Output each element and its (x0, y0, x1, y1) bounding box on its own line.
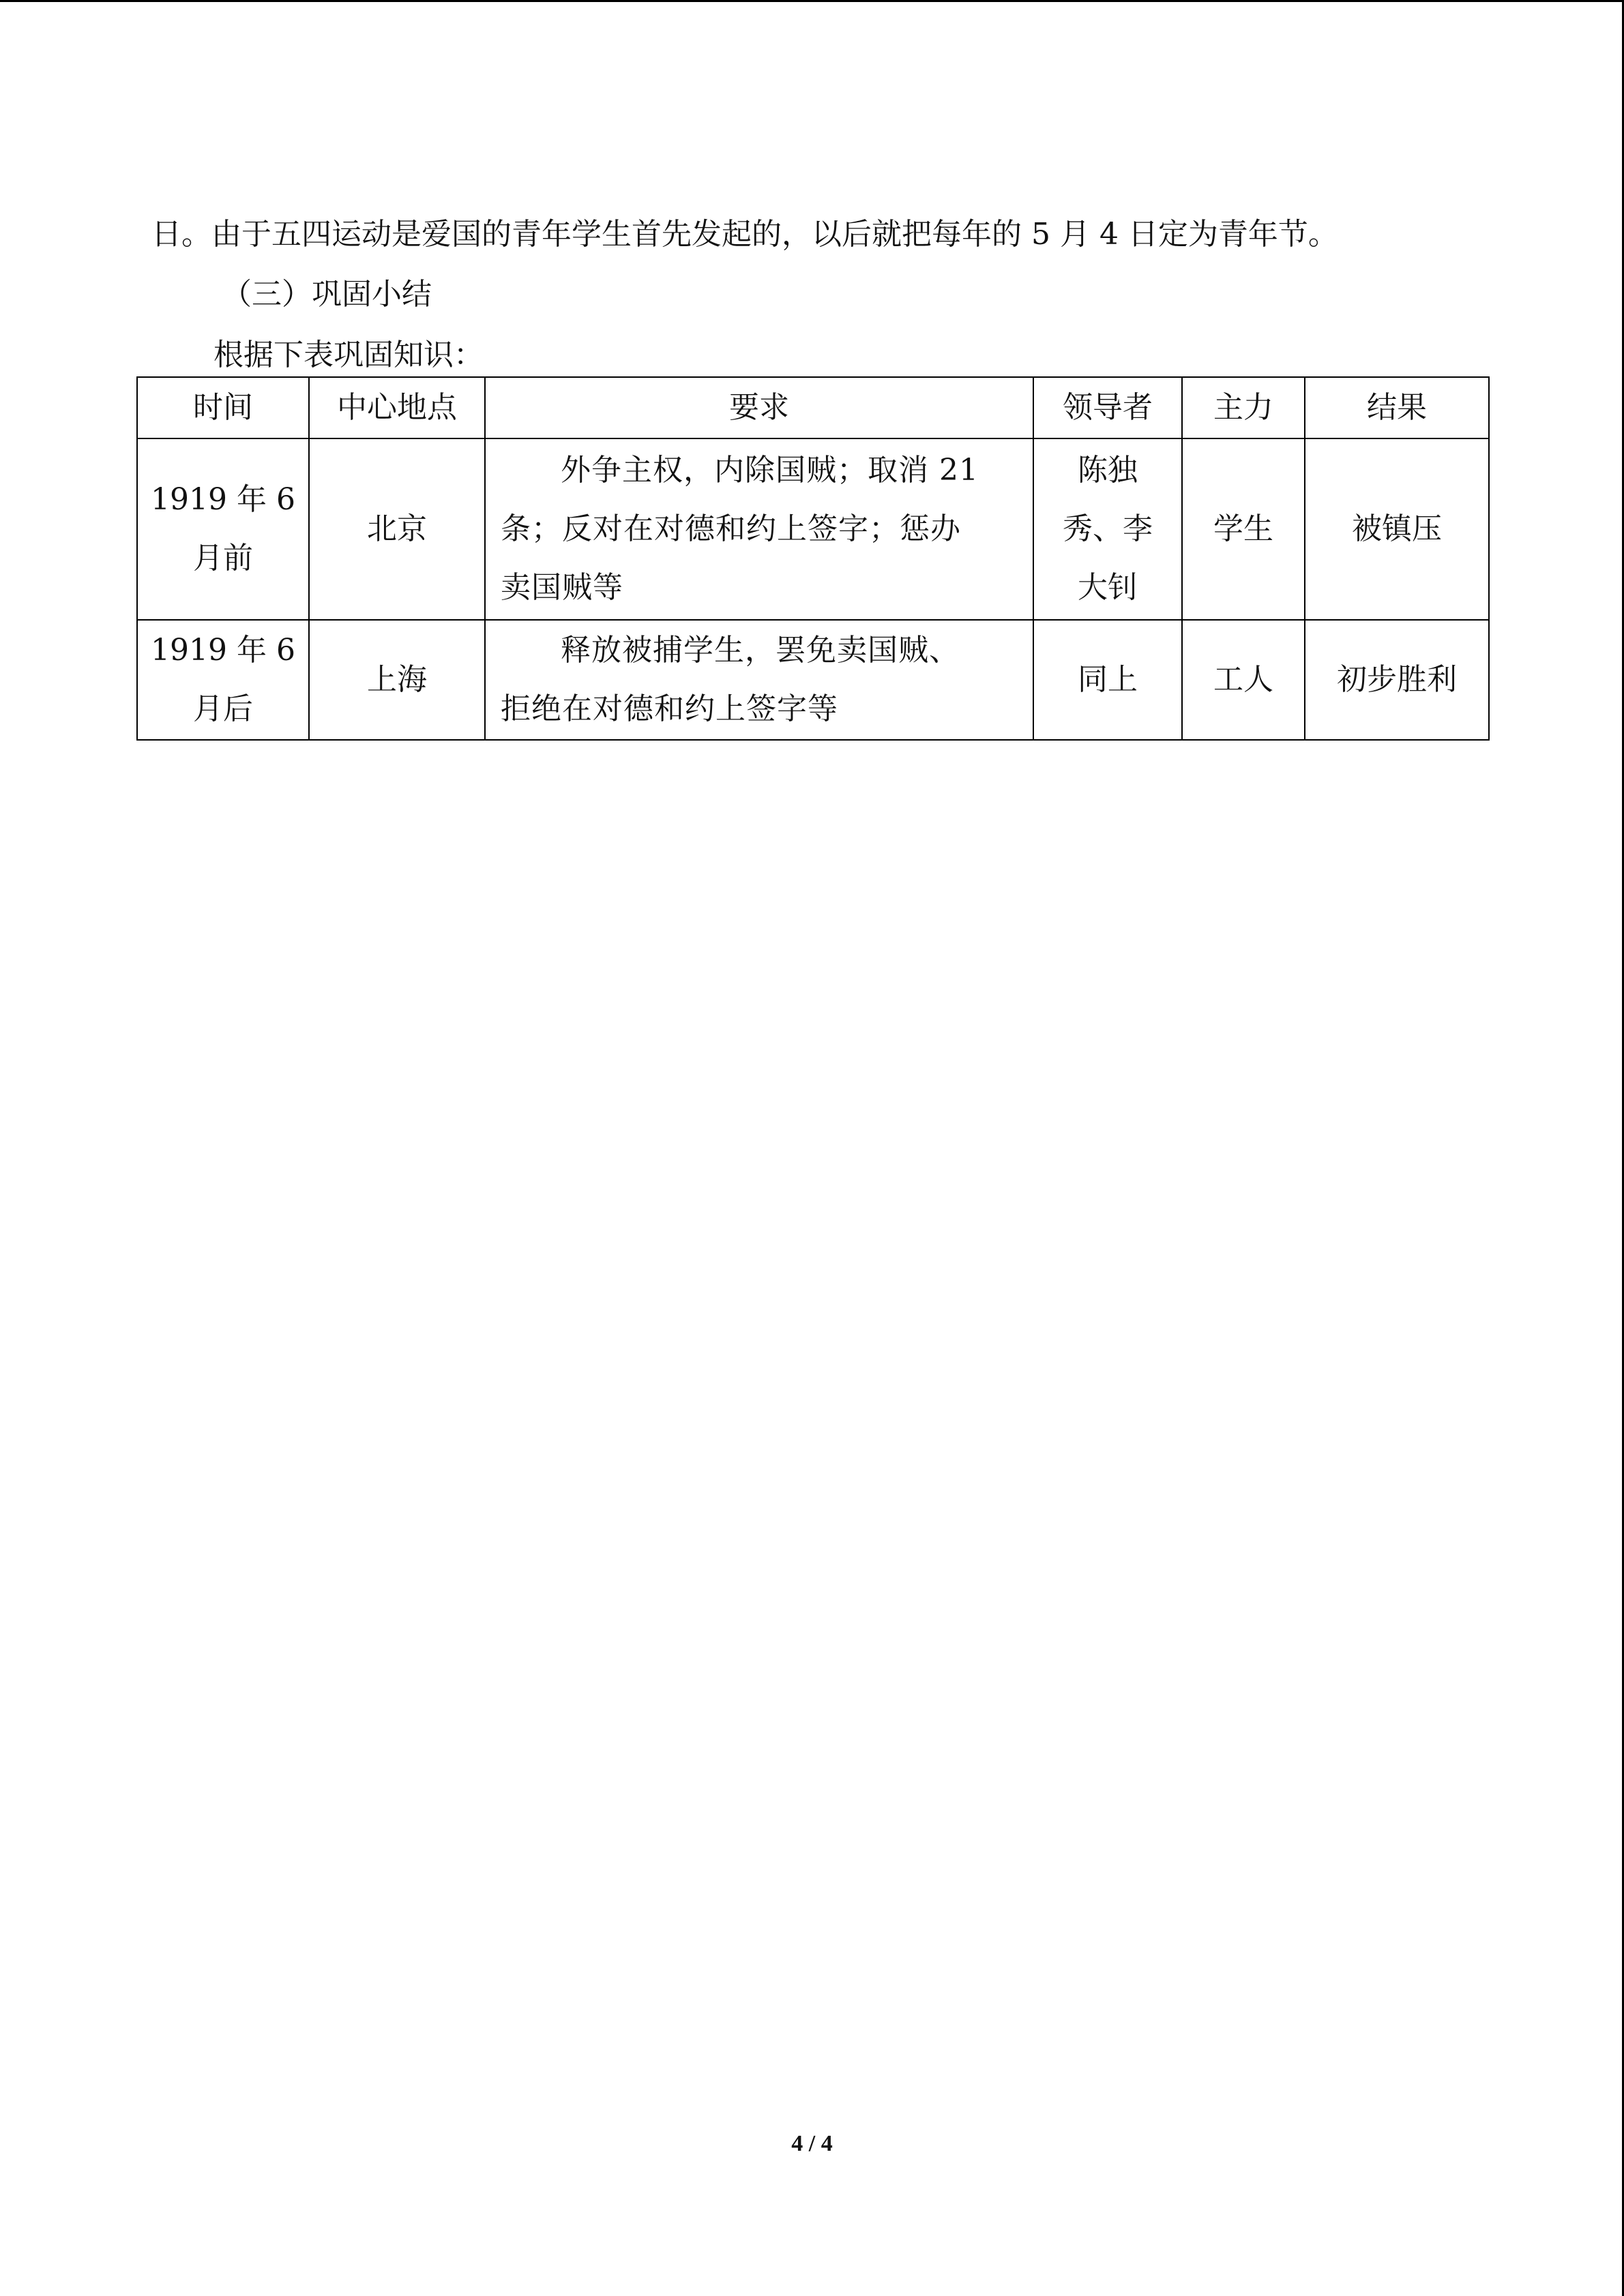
paragraph-table-intro: 根据下表巩固知识： (213, 338, 484, 372)
cell-place: 北京 (309, 438, 485, 620)
table-header-row (137, 377, 1489, 438)
cell-time: 1919 年 6 月后 (137, 620, 309, 740)
cell-place: 上海 (309, 620, 485, 740)
table-row (137, 620, 1489, 740)
header-demands: 要求 (485, 377, 1033, 438)
cell-leaders: 陈独 秀、李 大钊 (1033, 438, 1182, 620)
cell-time: 1919 年 6 月前 (137, 438, 309, 620)
cell-leaders: 同上 (1033, 620, 1182, 740)
section-heading-summary: （三）巩固小结 (222, 277, 432, 312)
paragraph-youth-day: 日。由于五四运动是爱国的青年学生首先发起的，以后就把每年的 5 月 4 日定为青年节。 (151, 217, 1338, 252)
table-row (137, 438, 1489, 620)
cell-result: 初步胜利 (1305, 620, 1489, 740)
header-place: 中心地点 (309, 377, 485, 438)
cell-demands: 外争主权，内除国贼；取消 21 条；反对在对德和约上签字；惩办 卖国贼等 (485, 438, 1033, 620)
summary-table (136, 376, 1490, 741)
cell-main-force: 学生 (1182, 438, 1305, 620)
cell-result: 被镇压 (1305, 438, 1489, 620)
page-number: 4 / 4 (791, 2131, 833, 2156)
header-time: 时间 (137, 377, 309, 438)
cell-demands: 释放被捕学生，罢免卖国贼、 拒绝在对德和约上签字等 (485, 620, 1033, 740)
cell-main-force: 工人 (1182, 620, 1305, 740)
header-main-force: 主力 (1182, 377, 1305, 438)
header-result: 结果 (1305, 377, 1489, 438)
header-leaders: 领导者 (1033, 377, 1182, 438)
